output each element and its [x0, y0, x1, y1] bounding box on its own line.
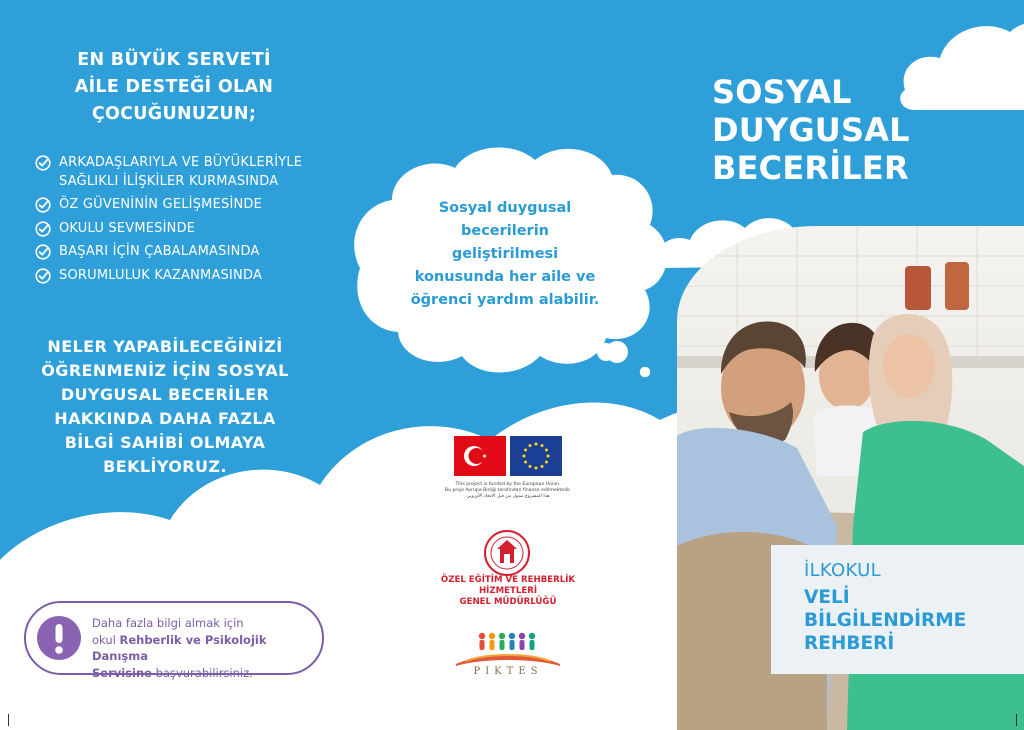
- main-title: SOSYAL DUYGUSAL BECERİLER: [712, 73, 910, 187]
- left-body-text: NELER YAPABİLECEĞİNİZİ ÖĞRENMENİZ İÇİN SOSYAL DUYGUSAL BECERİLER HAKKINDA DAHA FAZLA BİLGİ SAHİBİ OLMAYA BEKLİYORUZ.: [41, 337, 289, 476]
- piktes-logo: [452, 628, 564, 670]
- list-item: ÖZ GÜVENİNİN GELİŞMESİNDE: [35, 196, 335, 215]
- list-item: ARKADAŞLARIYLA VE BÜYÜKLERİYLE SAĞLIKLI İLİŞKİLER KURMASINDA: [35, 154, 335, 191]
- guide-label-box: [771, 545, 1024, 674]
- left-heading: EN BÜYÜK SERVETİ AİLE DESTEĞİ OLAN ÇOCUĞUNUZUN;: [74, 50, 274, 124]
- school-level: İLKOKUL: [804, 560, 881, 581]
- check-circle-icon: [35, 221, 51, 237]
- check-circle-icon: [35, 197, 51, 213]
- benefit-list: [35, 154, 335, 290]
- guide-title: VELİ BİLGİLENDİRME REHBERİ: [804, 587, 967, 654]
- check-circle-icon: [35, 244, 51, 260]
- list-item: OKULU SEVMESİNDE: [35, 220, 335, 239]
- tr-eu-flags-logo: [454, 436, 562, 480]
- eu-funding-disclaimer: This project is funded by the European Union. Bu proje Avrupa Birliği tarafından finanse edilmektedir. هذا المشروع ممول من قبل الاتحاد الأوروبي: [444, 482, 572, 499]
- ministry-seal-logo: [483, 529, 531, 577]
- check-circle-icon: [35, 155, 51, 171]
- check-circle-icon: [35, 268, 51, 284]
- thought-bubble-text: Sosyal duygusal becerilerin geliştirilmesi konusunda her aile ve öğrenci yardım alabilir.: [410, 200, 600, 308]
- ministry-name: ÖZEL EĞİTİM VE REHBERLİK HİZMETLERİ GENEL MÜDÜRLÜĞÜ: [440, 575, 576, 607]
- piktes-label: PIKTES: [473, 666, 543, 677]
- info-text: Daha fazla bilgi almak için okul Rehberlik ve Psikolojik Danışma Servisine başvurabilirsiniz.: [92, 616, 267, 680]
- exclamation-icon: [37, 616, 81, 660]
- info-callout: [24, 601, 324, 680]
- list-item: SORUMLULUK KAZANMASINDA: [35, 267, 335, 286]
- crop-mark: [8, 714, 9, 726]
- crop-mark: [1016, 714, 1017, 726]
- list-item: BAŞARI İÇİN ÇABALAMASINDA: [35, 243, 335, 262]
